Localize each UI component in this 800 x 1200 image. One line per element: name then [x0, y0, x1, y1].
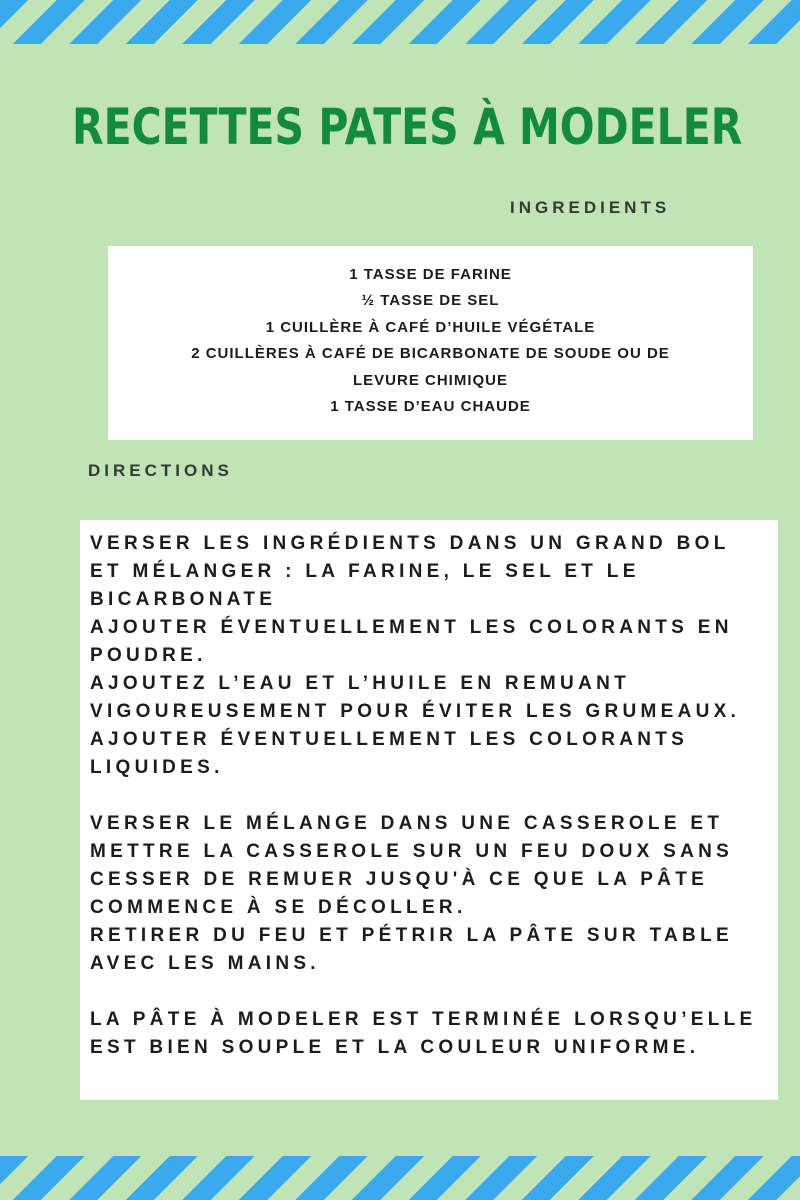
directions-card: [80, 520, 778, 1100]
direction-line: AJOUTER ÉVENTUELLEMENT LES COLORANTS: [90, 729, 689, 750]
direction-line: BICARBONATE: [90, 589, 277, 610]
direction-line: AJOUTEZ L’EAU ET L’HUILE EN REMUANT: [90, 673, 631, 694]
ingredient-item: 1 TASSE DE FARINE: [349, 266, 512, 283]
bottom-stripe-border: [0, 1156, 800, 1200]
top-stripe-border: [0, 0, 800, 44]
ingredients-card: [108, 246, 753, 440]
direction-line: POUDRE.: [90, 645, 207, 666]
direction-line: ET MÉLANGER : LA FARINE, LE SEL ET LE: [90, 561, 640, 582]
direction-line: METTRE LA CASSEROLE SUR UN FEU DOUX SANS: [90, 841, 734, 862]
direction-line: LA PÂTE À MODELER EST TERMINÉE LORSQU’ELLE: [90, 1009, 757, 1030]
ingredient-item: 2 CUILLÈRES À CAFÉ DE BICARBONATE DE SOUDE OU DE: [191, 345, 670, 363]
direction-line: AJOUTER ÉVENTUELLEMENT LES COLORANTS EN: [90, 617, 733, 638]
direction-line: VIGOUREUSEMENT POUR ÉVITER LES GRUMEAUX.: [90, 701, 741, 722]
direction-line: VERSER LE MÉLANGE DANS UNE CASSEROLE ET: [90, 813, 724, 834]
ingredient-item: ½ TASSE DE SEL: [361, 292, 500, 310]
direction-line: CESSER DE REMUER JUSQU'À CE QUE LA PÂTE: [90, 869, 709, 890]
direction-line: EST BIEN SOUPLE ET LA COULEUR UNIFORME.: [90, 1037, 700, 1058]
page-title: RECETTES PATES À MODELER: [72, 98, 743, 156]
direction-line: COMMENCE À SE DÉCOLLER.: [90, 897, 467, 918]
directions-paragraph: [90, 810, 770, 978]
direction-line: AVEC LES MAINS.: [90, 953, 320, 974]
directions-paragraph: [90, 530, 770, 782]
directions-heading: DIRECTIONS: [88, 461, 233, 480]
ingredient-item: 1 CUILLÈRE À CAFÉ D’HUILE VÉGÉTALE: [265, 318, 596, 336]
directions-paragraph: [90, 1006, 770, 1062]
direction-line: LIQUIDES.: [90, 757, 224, 778]
ingredients-heading: INGREDIENTS: [510, 198, 671, 217]
ingredient-item: 1 TASSE D’EAU CHAUDE: [330, 398, 531, 416]
direction-line: VERSER LES INGRÉDIENTS DANS UN GRAND BOL: [90, 533, 730, 554]
direction-line: RETIRER DU FEU ET PÉTRIR LA PÂTE SUR TABLE: [90, 925, 733, 946]
ingredient-item: LEVURE CHIMIQUE: [352, 371, 508, 389]
